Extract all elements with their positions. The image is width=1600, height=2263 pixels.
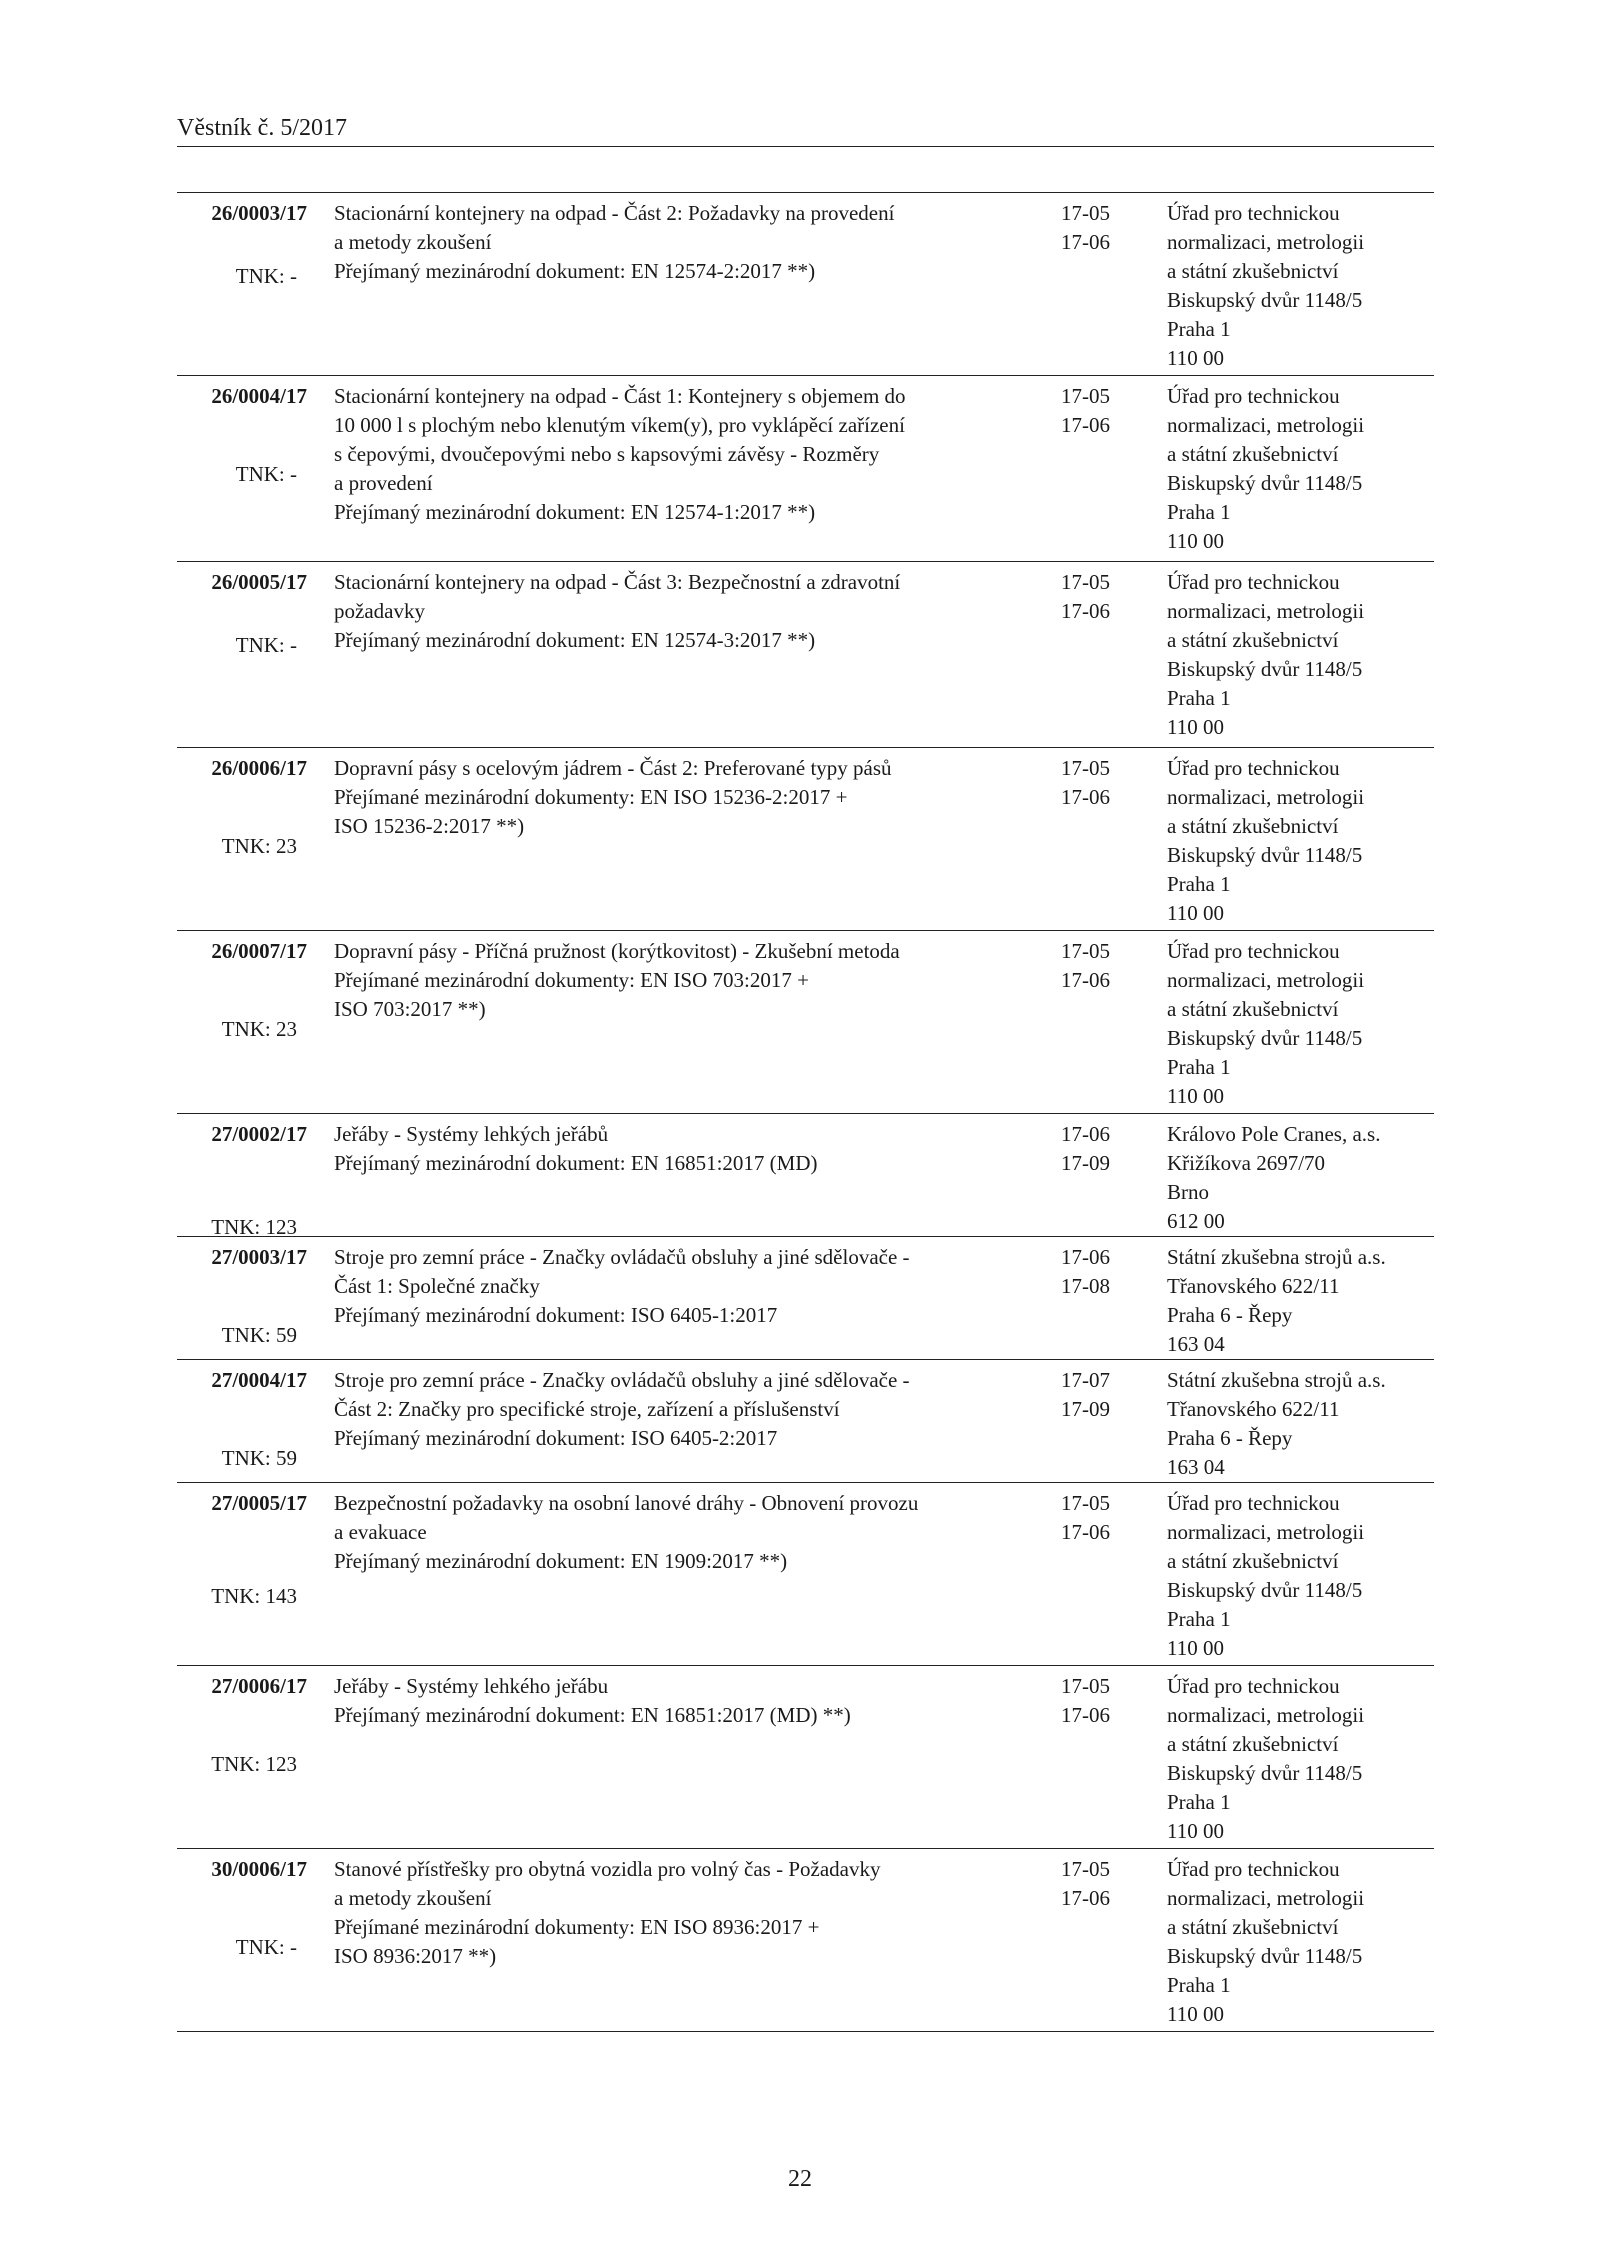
tnk-label: TNK: - bbox=[235, 1935, 297, 1959]
address-line: 110 00 bbox=[1167, 1819, 1224, 1843]
address-line: 110 00 bbox=[1167, 1084, 1224, 1108]
address-line: a státní zkušebnictví bbox=[1167, 259, 1339, 283]
tnk-label: TNK: - bbox=[235, 462, 297, 486]
standard-title bbox=[334, 199, 894, 286]
address-line: 110 00 bbox=[1167, 529, 1224, 553]
title-line: a metody zkoušení bbox=[334, 1886, 492, 1910]
comment-period bbox=[1061, 1672, 1141, 1730]
tnk-label: TNK: 59 bbox=[221, 1446, 297, 1470]
title-line: Část 1: Společné značky bbox=[334, 1274, 540, 1298]
address-line: normalizaci, metrologii bbox=[1167, 413, 1365, 437]
title-line: Přejímaný mezinárodní dokument: EN 16851:2017 (MD) **) bbox=[334, 1703, 851, 1727]
address-line: normalizaci, metrologii bbox=[1167, 1703, 1365, 1727]
address-line: 110 00 bbox=[1167, 2002, 1224, 2026]
comment-period bbox=[1061, 382, 1141, 440]
comment-period bbox=[1061, 1489, 1141, 1547]
table-row bbox=[177, 931, 1434, 1114]
address-line: Královo Pole Cranes, a.s. bbox=[1167, 1122, 1381, 1146]
title-line: Přejímaný mezinárodní dokument: EN 1909:2017 **) bbox=[334, 1549, 788, 1573]
title-line: s čepovými, dvoučepovými nebo s kapsovými závěsy - Rozměry bbox=[334, 442, 880, 466]
title-line: ISO 703:2017 **) bbox=[334, 997, 486, 1021]
address-line: a státní zkušebnictví bbox=[1167, 814, 1339, 838]
address-line: normalizaci, metrologii bbox=[1167, 230, 1365, 254]
standard-title bbox=[334, 754, 894, 841]
journal-title: Věstník č. 5/2017 bbox=[177, 115, 347, 141]
standard-title bbox=[334, 1366, 910, 1453]
processor-address bbox=[1167, 1855, 1434, 2029]
date-line: 17-05 bbox=[1061, 939, 1110, 963]
comment-period bbox=[1061, 568, 1141, 626]
address-line: Státní zkušebna strojů a.s. bbox=[1167, 1245, 1386, 1269]
standard-number: 26/0003/17 bbox=[211, 201, 307, 225]
page-number: 22 bbox=[788, 2166, 812, 2192]
date-line: 17-06 bbox=[1061, 1886, 1110, 1910]
processor-address bbox=[1167, 754, 1434, 928]
address-line: Úřad pro technickou bbox=[1167, 1674, 1340, 1698]
title-line: Jeřáby - Systémy lehkého jeřábu bbox=[334, 1674, 609, 1698]
date-line: 17-06 bbox=[1061, 785, 1110, 809]
processor-address bbox=[1167, 1489, 1434, 1663]
title-line: ISO 8936:2017 **) bbox=[334, 1944, 497, 1968]
address-line: Praha 1 bbox=[1167, 686, 1231, 710]
title-line: Dopravní pásy - Příčná pružnost (korýtkovitost) - Zkušební metoda bbox=[334, 939, 900, 963]
address-line: Praha 1 bbox=[1167, 500, 1231, 524]
title-line: Přejímaný mezinárodní dokument: EN 12574-1:2017 **) bbox=[334, 500, 816, 524]
standard-title bbox=[334, 1489, 919, 1576]
tnk-label: TNK: 123 bbox=[211, 1752, 297, 1776]
date-line: 17-05 bbox=[1061, 384, 1110, 408]
table-row bbox=[177, 1666, 1434, 1849]
address-line: Úřad pro technickou bbox=[1167, 939, 1340, 963]
date-line: 17-05 bbox=[1061, 570, 1110, 594]
table-row bbox=[177, 1114, 1434, 1237]
processor-address bbox=[1167, 1243, 1434, 1359]
standard-title bbox=[334, 382, 906, 527]
standard-title bbox=[334, 1120, 894, 1178]
comment-period bbox=[1061, 1243, 1141, 1301]
tnk-label: TNK: 23 bbox=[221, 1017, 297, 1041]
comment-period bbox=[1061, 1855, 1141, 1913]
address-line: Praha 1 bbox=[1167, 1790, 1231, 1814]
address-line: Úřad pro technickou bbox=[1167, 1857, 1340, 1881]
processor-address bbox=[1167, 937, 1434, 1111]
title-line: Stacionární kontejnery na odpad - Část 3: Bezpečnostní a zdravotní bbox=[334, 570, 901, 594]
title-line: Stroje pro zemní práce - Značky ovládačů obsluhy a jiné sdělovače - bbox=[334, 1368, 910, 1392]
title-line: Přejímané mezinárodní dokumenty: EN ISO 8936:2017 + bbox=[334, 1915, 820, 1939]
tnk-label: TNK: - bbox=[235, 633, 297, 657]
date-line: 17-09 bbox=[1061, 1151, 1110, 1175]
title-line: a provedení bbox=[334, 471, 433, 495]
standard-title bbox=[334, 1672, 894, 1730]
tnk-label: TNK: 123 bbox=[211, 1215, 297, 1239]
date-line: 17-06 bbox=[1061, 413, 1110, 437]
table-row bbox=[177, 376, 1434, 562]
table-row bbox=[177, 193, 1434, 376]
comment-period bbox=[1061, 937, 1141, 995]
standard-number: 26/0007/17 bbox=[211, 939, 307, 963]
table-row bbox=[177, 748, 1434, 931]
address-line: a státní zkušebnictví bbox=[1167, 1732, 1339, 1756]
title-line: Bezpečnostní požadavky na osobní lanové dráhy - Obnovení provozu bbox=[334, 1491, 919, 1515]
processor-address bbox=[1167, 1120, 1434, 1236]
standard-number: 27/0004/17 bbox=[211, 1368, 307, 1392]
date-line: 17-06 bbox=[1061, 1520, 1110, 1544]
standard-number: 26/0006/17 bbox=[211, 756, 307, 780]
title-line: Přejímaný mezinárodní dokument: EN 12574-3:2017 **) bbox=[334, 628, 816, 652]
address-line: 110 00 bbox=[1167, 1636, 1224, 1660]
date-line: 17-06 bbox=[1061, 230, 1110, 254]
processor-address bbox=[1167, 382, 1434, 556]
standard-number: 30/0006/17 bbox=[211, 1857, 307, 1881]
title-line: 10 000 l s plochým nebo klenutým víkem(y), pro vyklápěcí zařízení bbox=[334, 413, 905, 437]
title-line: Přejímaný mezinárodní dokument: EN 16851:2017 (MD) bbox=[334, 1151, 818, 1175]
title-line: Přejímaný mezinárodní dokument: EN 12574-2:2017 **) bbox=[334, 259, 816, 283]
title-line: Stroje pro zemní práce - Značky ovládačů obsluhy a jiné sdělovače - bbox=[334, 1245, 910, 1269]
address-line: Praha 1 bbox=[1167, 872, 1231, 896]
address-line: Úřad pro technickou bbox=[1167, 201, 1340, 225]
date-line: 17-09 bbox=[1061, 1397, 1110, 1421]
address-line: Biskupský dvůr 1148/5 bbox=[1167, 1026, 1363, 1050]
address-line: Úřad pro technickou bbox=[1167, 1491, 1340, 1515]
page-header bbox=[177, 114, 1434, 147]
table-row bbox=[177, 1360, 1434, 1483]
tnk-label: TNK: 59 bbox=[221, 1323, 297, 1347]
date-line: 17-08 bbox=[1061, 1274, 1110, 1298]
date-line: 17-05 bbox=[1061, 201, 1110, 225]
address-line: a státní zkušebnictví bbox=[1167, 628, 1339, 652]
comment-period bbox=[1061, 1366, 1141, 1424]
date-line: 17-06 bbox=[1061, 1245, 1110, 1269]
date-line: 17-05 bbox=[1061, 756, 1110, 780]
address-line: Biskupský dvůr 1148/5 bbox=[1167, 843, 1363, 867]
title-line: Přejímaný mezinárodní dokument: ISO 6405-1:2017 bbox=[334, 1303, 778, 1327]
title-line: Stacionární kontejnery na odpad - Část 1: Kontejnery s objemem do bbox=[334, 384, 906, 408]
address-line: Praha 1 bbox=[1167, 1973, 1231, 1997]
standard-title bbox=[334, 568, 901, 655]
title-line: ISO 15236-2:2017 **) bbox=[334, 814, 525, 838]
address-line: Praha 1 bbox=[1167, 1055, 1231, 1079]
standard-number: 27/0005/17 bbox=[211, 1491, 307, 1515]
table-row bbox=[177, 1483, 1434, 1666]
address-line: a státní zkušebnictví bbox=[1167, 442, 1339, 466]
address-line: Brno bbox=[1167, 1180, 1209, 1204]
title-line: Část 2: Značky pro specifické stroje, zařízení a příslušenství bbox=[334, 1397, 840, 1421]
processor-address bbox=[1167, 568, 1434, 742]
address-line: normalizaci, metrologii bbox=[1167, 785, 1365, 809]
address-line: Praha 6 - Řepy bbox=[1167, 1426, 1293, 1450]
date-line: 17-06 bbox=[1061, 599, 1110, 623]
tnk-label: TNK: 23 bbox=[221, 834, 297, 858]
title-line: Jeřáby - Systémy lehkých jeřábů bbox=[334, 1122, 609, 1146]
standard-title bbox=[334, 937, 900, 1024]
address-line: Úřad pro technickou bbox=[1167, 384, 1340, 408]
address-line: Praha 1 bbox=[1167, 1607, 1231, 1631]
standard-number: 26/0005/17 bbox=[211, 570, 307, 594]
date-line: 17-05 bbox=[1061, 1857, 1110, 1881]
address-line: Biskupský dvůr 1148/5 bbox=[1167, 1944, 1363, 1968]
standard-title bbox=[334, 1243, 910, 1330]
processor-address bbox=[1167, 1366, 1434, 1482]
comment-period bbox=[1061, 754, 1141, 812]
date-line: 17-06 bbox=[1061, 968, 1110, 992]
address-line: Úřad pro technickou bbox=[1167, 756, 1340, 780]
address-line: normalizaci, metrologii bbox=[1167, 1886, 1365, 1910]
address-line: normalizaci, metrologii bbox=[1167, 599, 1365, 623]
title-line: a metody zkoušení bbox=[334, 230, 492, 254]
title-line: Přejímaný mezinárodní dokument: ISO 6405-2:2017 bbox=[334, 1426, 778, 1450]
title-line: Stacionární kontejnery na odpad - Část 2: Požadavky na provedení bbox=[334, 201, 895, 225]
address-line: Třanovského 622/11 bbox=[1167, 1274, 1340, 1298]
address-line: a státní zkušebnictví bbox=[1167, 1549, 1339, 1573]
title-line: a evakuace bbox=[334, 1520, 427, 1544]
date-line: 17-06 bbox=[1061, 1703, 1110, 1727]
date-line: 17-06 bbox=[1061, 1122, 1110, 1146]
standard-number: 26/0004/17 bbox=[211, 384, 307, 408]
processor-address bbox=[1167, 1672, 1434, 1846]
address-line: Biskupský dvůr 1148/5 bbox=[1167, 1761, 1363, 1785]
address-line: 110 00 bbox=[1167, 715, 1224, 739]
address-line: Státní zkušebna strojů a.s. bbox=[1167, 1368, 1386, 1392]
tnk-label: TNK: - bbox=[235, 264, 297, 288]
standard-number: 27/0002/17 bbox=[211, 1122, 307, 1146]
address-line: Křižíkova 2697/70 bbox=[1167, 1151, 1326, 1175]
comment-period bbox=[1061, 199, 1141, 257]
address-line: 110 00 bbox=[1167, 346, 1224, 370]
address-line: a státní zkušebnictví bbox=[1167, 1915, 1339, 1939]
title-line: Dopravní pásy s ocelovým jádrem - Část 2: Preferované typy pásů bbox=[334, 756, 892, 780]
title-line: Stanové přístřešky pro obytná vozidla pro volný čas - Požadavky bbox=[334, 1857, 881, 1881]
table-row bbox=[177, 562, 1434, 748]
date-line: 17-07 bbox=[1061, 1368, 1110, 1392]
address-line: normalizaci, metrologii bbox=[1167, 968, 1365, 992]
title-line: Přejímané mezinárodní dokumenty: EN ISO 703:2017 + bbox=[334, 968, 809, 992]
address-line: Třanovského 622/11 bbox=[1167, 1397, 1340, 1421]
address-line: Biskupský dvůr 1148/5 bbox=[1167, 288, 1363, 312]
comment-period bbox=[1061, 1120, 1141, 1178]
standard-number: 27/0003/17 bbox=[211, 1245, 307, 1269]
address-line: Biskupský dvůr 1148/5 bbox=[1167, 471, 1363, 495]
address-line: Úřad pro technickou bbox=[1167, 570, 1340, 594]
address-line: a státní zkušebnictví bbox=[1167, 997, 1339, 1021]
address-line: Biskupský dvůr 1148/5 bbox=[1167, 657, 1363, 681]
date-line: 17-05 bbox=[1061, 1491, 1110, 1515]
processor-address bbox=[1167, 199, 1434, 373]
address-line: Biskupský dvůr 1148/5 bbox=[1167, 1578, 1363, 1602]
address-line: Praha 6 - Řepy bbox=[1167, 1303, 1293, 1327]
standards-table bbox=[177, 192, 1434, 2032]
title-line: Přejímané mezinárodní dokumenty: EN ISO 15236-2:2017 + bbox=[334, 785, 848, 809]
table-row bbox=[177, 1849, 1434, 2032]
address-line: 163 04 bbox=[1167, 1332, 1225, 1356]
address-line: normalizaci, metrologii bbox=[1167, 1520, 1365, 1544]
standard-number: 27/0006/17 bbox=[211, 1674, 307, 1698]
date-line: 17-05 bbox=[1061, 1674, 1110, 1698]
address-line: Praha 1 bbox=[1167, 317, 1231, 341]
title-line: požadavky bbox=[334, 599, 425, 623]
tnk-label: TNK: 143 bbox=[211, 1584, 297, 1608]
standard-title bbox=[334, 1855, 894, 1971]
table-row bbox=[177, 1237, 1434, 1360]
address-line: 612 00 bbox=[1167, 1209, 1225, 1233]
address-line: 163 04 bbox=[1167, 1455, 1225, 1479]
address-line: 110 00 bbox=[1167, 901, 1224, 925]
